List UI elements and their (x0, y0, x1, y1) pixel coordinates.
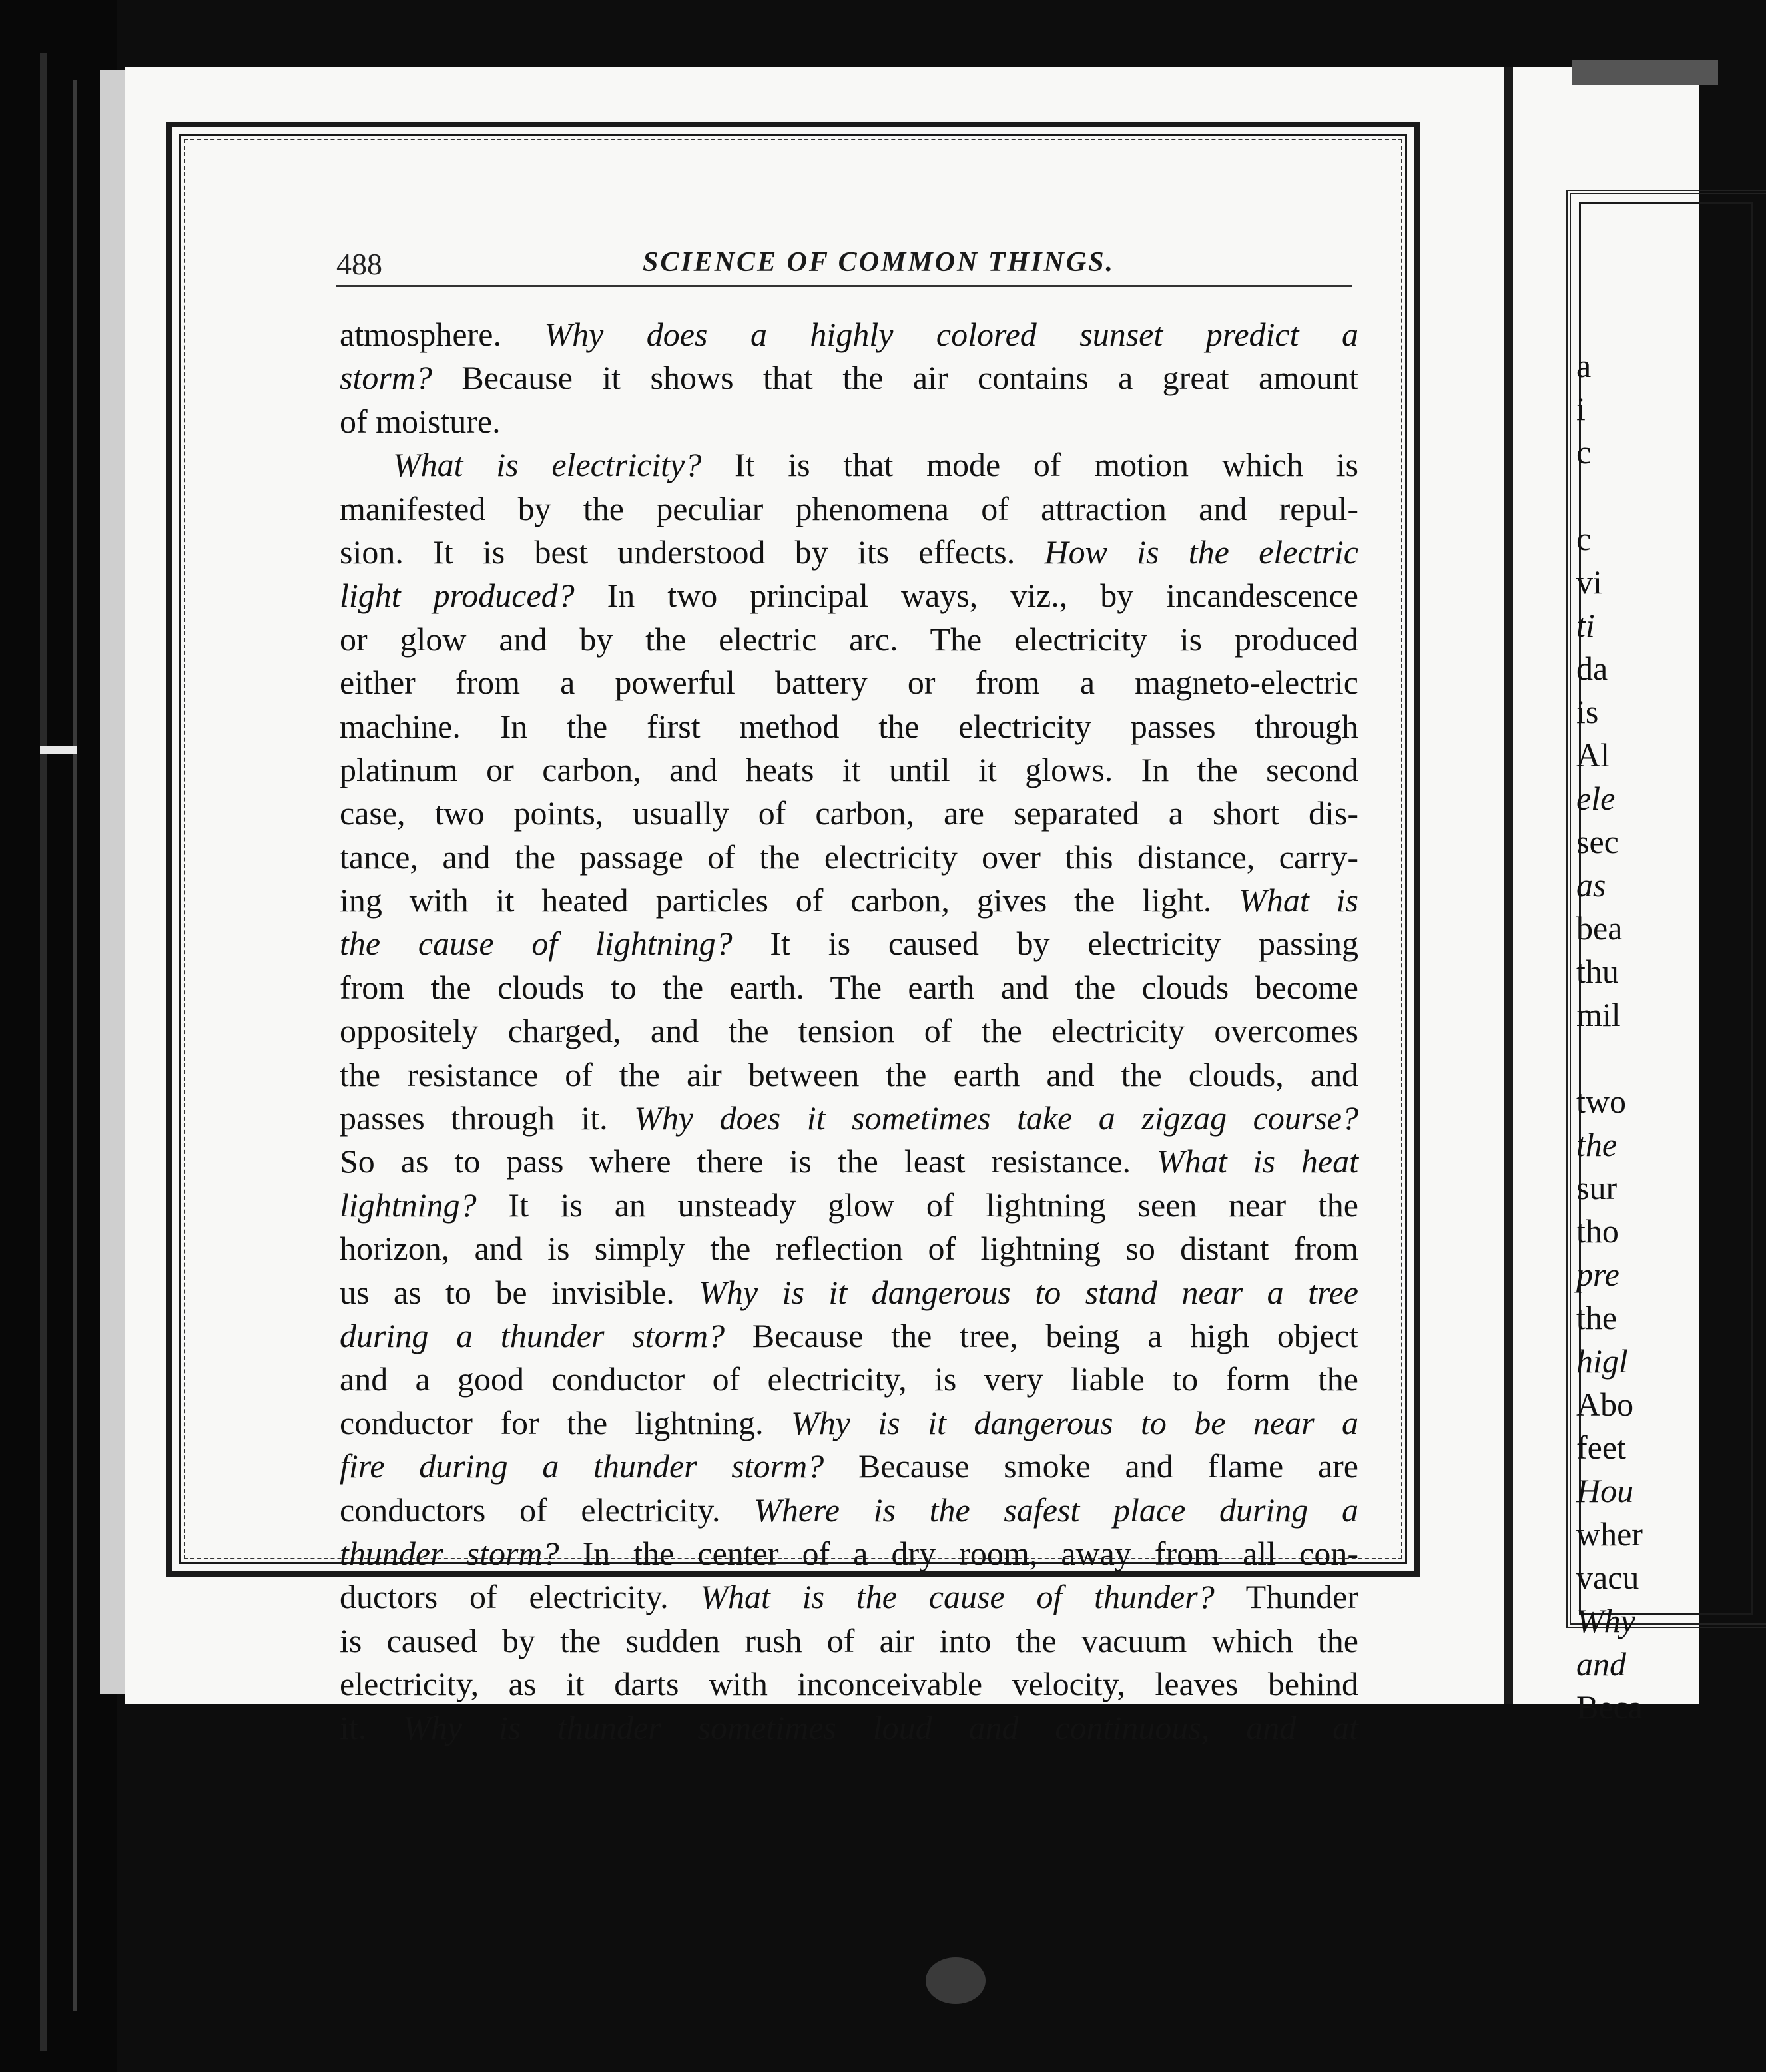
facing-page-text-fragment: pre (1576, 1256, 1619, 1293)
answer-text: horizon, and is simply the reflection of lightning so distant from (340, 1230, 1358, 1268)
book-binding-shadow (0, 0, 117, 2072)
text-line (340, 1663, 1358, 1706)
answer-text: oppositely charged, and the tension of the electricity overcomes (340, 1012, 1358, 1050)
question-text: Why is it dangerous to stand near a tree (699, 1273, 1358, 1311)
answer-text: It is caused by electricity passing (732, 925, 1358, 963)
text-line (340, 1053, 1358, 1097)
answer-text: platinum or carbon, and heats it until it glows. In the second (340, 750, 1358, 788)
question-text: Why is thunder sometimes loud and continuous, and at (403, 1708, 1358, 1746)
question-text: Where is the safest place during a (754, 1491, 1358, 1529)
facing-page-top-bar (1572, 60, 1718, 85)
answer-text: It is an unsteady glow of lightning seen near the (476, 1186, 1358, 1224)
gutter-shadow (1504, 67, 1513, 1704)
text-line (340, 1358, 1358, 1401)
answer-text: Because it shows that the air contains a great amount (432, 359, 1358, 397)
text-line (340, 1532, 1358, 1575)
answer-text: or glow and by the electric arc. The electricity is produced (340, 620, 1358, 658)
question-text: Why does a highly colored sunset predict a (544, 316, 1359, 353)
answer-text: ductors of electricity. (340, 1578, 701, 1616)
facing-page-text-fragment: the (1576, 1299, 1618, 1336)
answer-text: conductors of electricity. (340, 1491, 754, 1529)
facing-page-text-fragment: c (1576, 433, 1592, 471)
answer-text: In the center of a dry room, away from all con- (559, 1534, 1358, 1572)
binding-edge (73, 80, 77, 2011)
text-line (340, 531, 1358, 574)
facing-page (1513, 67, 1699, 1726)
answer-text: machine. In the first method the electricity passes through (340, 707, 1358, 745)
facing-page-text-fragment: c (1576, 520, 1592, 557)
facing-page-text-fragment: vi (1576, 563, 1602, 601)
facing-page-text-fragment: Why (1576, 1602, 1635, 1639)
answer-text: manifested by the peculiar phenomena of attraction and repul- (340, 489, 1358, 527)
scan-smudge (926, 1957, 986, 2004)
answer-text: is caused by the sudden rush of air into the vacuum which the (340, 1621, 1358, 1659)
question-text: lightning? (340, 1186, 477, 1224)
answer-text: ing with it heated particles of carbon, gives the light. (340, 882, 1239, 919)
answer-text: atmosphere. (340, 316, 545, 353)
facing-page-text-fragment: Hou (1576, 1472, 1634, 1509)
question-text: thunder storm? (340, 1534, 559, 1572)
answer-text: the resistance of the air between the earth and the clouds, and (340, 1055, 1358, 1093)
question-text: fire during a thunder storm? (340, 1447, 824, 1485)
question-text: the cause of lightning? (340, 925, 733, 963)
text-line (340, 400, 1358, 443)
text-line (340, 748, 1358, 792)
question-text: How is the electric (1044, 533, 1359, 571)
facing-page-text-fragment: sur (1576, 1169, 1618, 1206)
text-line (340, 1314, 1358, 1358)
text-line (340, 661, 1358, 704)
question-text: What is the cause of thunder? (700, 1578, 1215, 1616)
running-head: SCIENCE OF COMMON THINGS. (643, 247, 1115, 278)
facing-page-text-fragment: Abo (1576, 1386, 1634, 1423)
text-line (340, 1097, 1358, 1140)
facing-page-text-fragment: as (1576, 866, 1606, 904)
question-text: Why does it sometimes take a zigzag course? (634, 1099, 1358, 1137)
text-line (340, 1445, 1358, 1488)
facing-page-text-fragment: tho (1576, 1212, 1619, 1250)
text-line (340, 792, 1358, 835)
facing-page-text-fragment: two (1576, 1083, 1626, 1120)
question-text: What is heat (1157, 1143, 1358, 1180)
facing-page-text-fragment: the (1576, 1126, 1618, 1163)
text-line (340, 705, 1358, 748)
answer-text: In two principal ways, viz., by incandescence (574, 577, 1358, 615)
question-text: storm? (340, 359, 432, 397)
answer-text: from the clouds to the earth. The earth and the clouds become (340, 968, 1358, 1006)
facing-page-text-fragment: i (1576, 390, 1586, 427)
facing-page-text-fragment: Beca (1576, 1688, 1643, 1726)
answer-text: of moisture. (340, 402, 501, 440)
text-line (340, 836, 1358, 879)
answer-text: us as to be invisible. (340, 1273, 699, 1311)
text-line (340, 1184, 1358, 1227)
text-line (340, 1575, 1358, 1619)
text-line (340, 487, 1358, 531)
binding-edge (40, 53, 47, 2051)
text-line (340, 313, 1358, 356)
answer-text: tance, and the passage of the electricity over this distance, carry- (340, 838, 1358, 876)
text-line (340, 1009, 1358, 1053)
answer-text: it. (340, 1708, 404, 1746)
question-text: What is (1239, 882, 1358, 919)
facing-page-text-fragment: wher (1576, 1515, 1643, 1553)
facing-page-text-fragment: vacu (1576, 1559, 1639, 1596)
facing-page-text-fragment: thu (1576, 953, 1619, 990)
facing-page-text-fragment: da (1576, 650, 1608, 687)
body-text (340, 313, 1358, 1750)
text-line (340, 1227, 1358, 1270)
facing-page-text-fragment: ele (1576, 780, 1616, 817)
answer-text: So as to pass where there is the least resistance. (340, 1143, 1157, 1180)
facing-page-text-fragment: higl (1576, 1342, 1628, 1380)
facing-page-text-fragment: feet (1576, 1429, 1626, 1466)
question-text: What is electricity? (393, 446, 702, 484)
facing-page-text-fragment: mil (1576, 996, 1621, 1033)
facing-page-text-fragment: a (1576, 347, 1592, 384)
answer-text: conductor for the lightning. (340, 1404, 792, 1441)
binding-mark (40, 746, 77, 754)
question-text: Why is it dangerous to be near a (791, 1404, 1358, 1441)
text-line (340, 356, 1358, 399)
answer-text: Thunder (1214, 1578, 1358, 1616)
text-line (340, 1271, 1358, 1314)
facing-page-text-fragment: is (1576, 693, 1599, 730)
text-line (340, 922, 1358, 965)
facing-page-text-fragment: sec (1576, 823, 1619, 860)
facing-page-text-fragment: and (1576, 1645, 1626, 1683)
answer-text: and a good conductor of electricity, is very liable to form the (340, 1360, 1358, 1398)
answer-text: electricity, as it darts with inconceivable velocity, leaves behind (340, 1665, 1358, 1703)
question-text: light produced? (340, 577, 575, 615)
facing-page-text-fragment: Al (1576, 736, 1610, 774)
text-line (340, 879, 1358, 922)
answer-text: Because the tree, being a high object (725, 1316, 1358, 1354)
text-line (340, 966, 1358, 1009)
answer-text: sion. It is best understood by its effects. (340, 533, 1045, 571)
page-number: 488 (336, 247, 382, 281)
answer-text: case, two points, usually of carbon, are separated a short dis- (340, 794, 1358, 832)
text-line (340, 1706, 1358, 1750)
text-line (340, 443, 1358, 487)
facing-page-text-fragment: ti (1576, 607, 1595, 644)
text-line (340, 1489, 1358, 1532)
answer-text: passes through it. (340, 1099, 635, 1137)
text-line (340, 1619, 1358, 1663)
facing-page-text-fragment: bea (1576, 909, 1623, 947)
text-line (340, 1402, 1358, 1445)
answer-text: either from a powerful battery or from a magneto-electric (340, 664, 1358, 702)
header-rule (336, 285, 1352, 287)
text-line (340, 1140, 1358, 1183)
text-line (340, 574, 1358, 617)
text-line (340, 618, 1358, 661)
answer-text: It is that mode of motion which is (701, 446, 1358, 484)
answer-text: Because smoke and flame are (824, 1447, 1358, 1485)
question-text: during a thunder storm? (340, 1316, 725, 1354)
